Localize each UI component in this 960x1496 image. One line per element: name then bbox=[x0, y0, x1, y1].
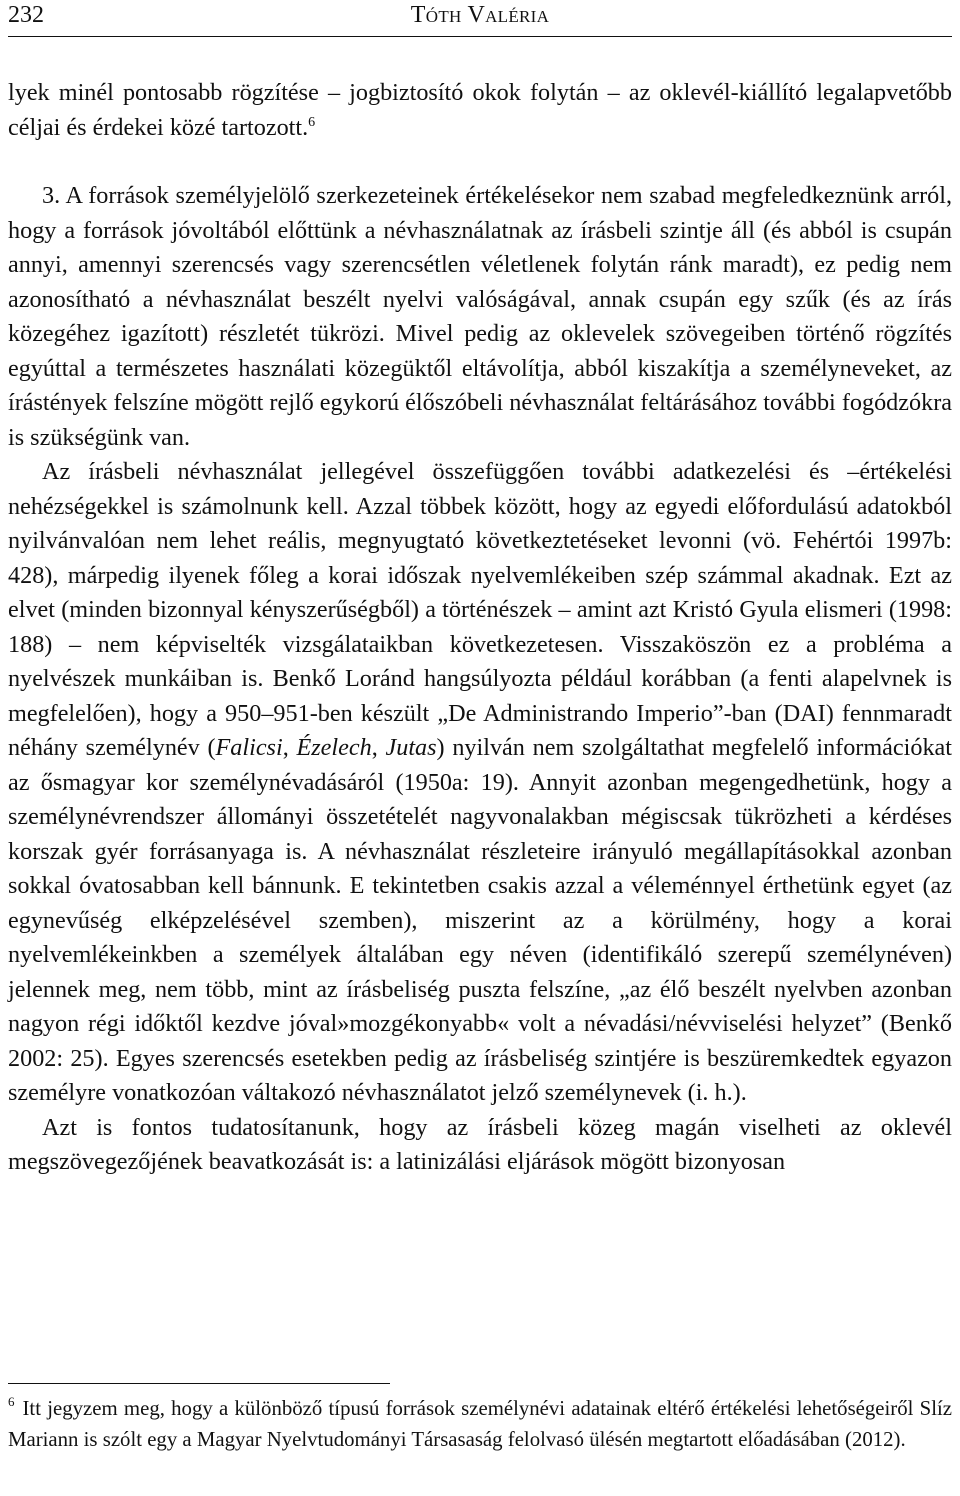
paragraph-3-text-b: ) nyilván nem szolgáltathat megfelelő információkat az ősmagyar kor személynévadásáról (1950a: 19). Annyit azonban megengedhetünk, hogy a személynévrendszer állományi összetételét nagyvonalakban mégiscsak tükrözheti a kérdéses korszak gyér forrásanyaga is. A névhasználat részleteire irányuló megállapításokkal azonban sokkal óvatosabban kell bánnunk. E tekintetben csakis azzal a véleménnyel érthetünk egyet (az egynevűség elképzelésével szemben), miszerint az a körülmény, hogy a korai nyelvemlékeinkben a személyek általában egy néven (identifikáló szerepű személynéven) jelennek meg, nem több, mint az írásbeliség puszta felszíne, „az élő beszélt nyelvben azonban nagyon régi időktől kezdve jóval»mozgékonyabb« volt a névadási/névviselési helyzet” (Benkő 2002: 25). Egyes szerencsés esetekben pedig az írásbeliség szintjére is beszüremkedtek egyazon személyre vonatkozóan váltakozó névhasználatot jelző személynevek (i. h.). bbox=[8, 734, 953, 1106]
paragraph-2-text-b: Mivel pedig az oklevelek szövegeiben történő rögzítés egyúttal a természetes használati közegüktől eltávolítja, abból kiszakítja a személyneveket, az írástények felszíne mögött rejlő egykorú élőszóbeli névhasználat feltárásához további fogódzókra is szükségünk van. bbox=[8, 320, 952, 451]
paragraph-2 bbox=[8, 179, 952, 455]
paragraph-2-text-a: A források személyjelölő szerkezeteinek értékelésekor nem szabad megfeledkeznünk arról, hogy a források jóvoltából előttünk a névhasználatnak az írásbeli szintje áll (és abból is csupán annyi, amennyi szerencsés vagy szerencsétlen véletlenek folytán ránk maradt), ez pedig nem azonosítható a névhasználat beszélt nyelvi valóságával, annak csupán egy szűk (és az írás közegéhez igazított) részletét tükrözi. bbox=[8, 182, 952, 347]
footnote-text: Itt jegyzem meg, hogy a különböző típusú források személynévi adatainak eltérő értékelési lehetőségeiről Slíz Mariann is szólt egy a Magyar Nyelvtudományi Társasaság felolvasó ülésén megtartott előadásában (2012). bbox=[8, 1397, 952, 1451]
footnote-divider bbox=[8, 1383, 390, 1384]
name-separator: , bbox=[282, 734, 297, 761]
running-head: Tóth Valéria bbox=[410, 2, 550, 28]
personal-name-ezelech: Ézelech bbox=[296, 734, 372, 761]
personal-name-jutas: Jutas bbox=[385, 734, 437, 761]
page-header bbox=[8, 0, 952, 37]
paragraph-1 bbox=[8, 76, 952, 145]
page-number: 232 bbox=[8, 2, 44, 28]
paragraph-3-text-a: Az írásbeli névhasználat jellegével összefüggően további adatkezelési és –értékelési nehézségekkel is számolnunk kell. Azzal többek között, hogy az egyedi előfordulású adatokból nyilvánvalóan nem lehet reális, megnyugtató következtetéseket levonni (vö. Fehértói 1997b: 428), márpedig ilyenek főleg a korai időszak nyelvemlékeiben szép számmal akadnak. Ezt az elvet (minden bizonnyal kényszerűségből) a történészek – amint azt Kristó Gyula elismeri (1998: 188) – nem képviselték vizsgálataikban következetesen. Visszaköszön ez a probléma a nyelvészek munkáiban is. Benkő Loránd hangsúlyozta például korábban (a fenti alapelvnek is megfelelően), hogy a 950–951-ben készült „De Administrando Imperio”-ban (DAI) fennmaradt néhány személynév ( bbox=[8, 458, 952, 761]
paragraph-1-text: lyek minél pontosabb rögzítése – jogbiztosító okok folytán – az oklevél-kiállító legalapvetőbb céljai és érdekei közé tartozott. bbox=[8, 79, 952, 141]
footnote-reference[interactable]: 6 bbox=[308, 114, 316, 130]
paragraph-4-text: Azt is fontos tudatosítanunk, hogy az írásbeli közeg magán viselheti az oklevél megszövegezőjének beavatkozását is: a latinizálási eljárások mögött bizonyosan bbox=[8, 1113, 952, 1175]
footnote-number: 6 bbox=[8, 1394, 15, 1409]
body-text bbox=[8, 76, 952, 1180]
paragraph-3 bbox=[8, 455, 952, 1111]
section-number: 3. bbox=[42, 182, 66, 209]
personal-name-falicsi: Falicsi bbox=[215, 734, 283, 761]
paragraph-4 bbox=[8, 1111, 952, 1180]
footnote bbox=[8, 1394, 952, 1455]
name-separator: , bbox=[371, 734, 386, 761]
